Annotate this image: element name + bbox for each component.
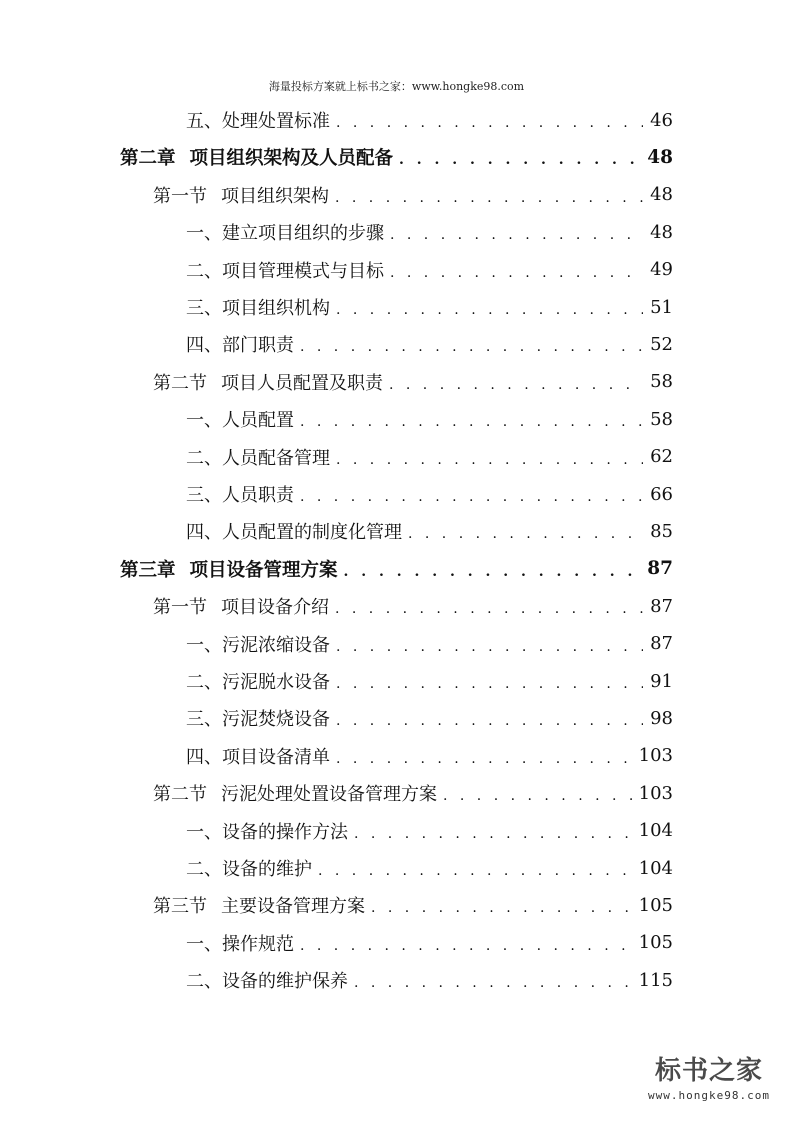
toc-entry[interactable]: [186, 664, 673, 698]
toc-entry-page: 58: [650, 371, 673, 393]
toc-entry-title: 人员配置的制度化管理: [222, 522, 402, 544]
toc-entry-number: 第一节: [153, 597, 207, 619]
toc-entry-title: 设备的维护保养: [222, 971, 348, 993]
toc-entry-page: 103: [638, 782, 673, 804]
toc-dot-leader: [300, 933, 633, 953]
toc-dot-leader: [390, 260, 643, 280]
toc-entry-number: 二、: [186, 447, 222, 469]
toc-entry-number: 四、: [186, 746, 222, 768]
toc-dot-leader: [344, 559, 642, 579]
toc-entry-number: 一、: [186, 933, 222, 955]
toc-entry-title: 建立项目组织的步骤: [222, 223, 384, 245]
toc-entry-number: 三、: [186, 709, 222, 731]
toc-entry[interactable]: [186, 627, 673, 661]
toc-entry-page: 91: [650, 670, 673, 692]
toc-entry-title: 污泥焚烧设备: [222, 709, 330, 731]
toc-entry[interactable]: [186, 926, 673, 960]
toc-entry-number: 第二章: [120, 148, 176, 170]
toc-entry-title: 污泥处理处置设备管理方案: [221, 784, 437, 806]
toc-entry-number: 第二节: [153, 784, 207, 806]
toc-entry-number: 第三章: [120, 559, 176, 581]
toc-dot-leader: [389, 372, 643, 392]
toc-dot-leader: [354, 970, 633, 990]
toc-entry-page: 103: [638, 745, 673, 767]
toc-entry[interactable]: [186, 253, 673, 287]
toc-entry-title: 项目设备清单: [222, 746, 330, 768]
toc-entry[interactable]: [120, 552, 673, 586]
toc-dot-leader: [354, 821, 633, 841]
toc-entry[interactable]: [186, 215, 673, 249]
toc-entry[interactable]: [186, 440, 673, 474]
toc-entry-title: 项目组织架构: [221, 185, 329, 207]
toc-dot-leader: [336, 708, 643, 728]
toc-entry-number: 二、: [186, 971, 222, 993]
toc-entry-title: 处理处置标准: [222, 111, 330, 132]
toc-entry-title: 项目设备介绍: [221, 597, 329, 619]
toc-entry[interactable]: [186, 402, 673, 436]
toc-entry-page: 66: [650, 483, 673, 505]
toc-dot-leader: [336, 671, 643, 691]
toc-dot-leader: [371, 895, 633, 915]
toc-dot-leader: [443, 783, 633, 803]
toc-entry-page: 48: [650, 221, 673, 243]
toc-entry-page: 58: [650, 408, 673, 430]
toc-entry-title: 项目人员配置及职责: [221, 372, 383, 394]
toc-dot-leader: [399, 147, 641, 167]
toc-entry[interactable]: [153, 888, 673, 922]
toc-dot-leader: [408, 521, 643, 541]
toc-entry-page: 87: [650, 595, 673, 617]
toc-entry-page: 105: [638, 894, 673, 916]
toc-entry-page: 52: [650, 333, 673, 355]
toc-entry-title: 操作规范: [222, 933, 294, 955]
toc-entry-title: 项目管理模式与目标: [222, 260, 384, 282]
toc-entry-number: 三、: [186, 298, 222, 319]
page-header: 海量投标方案就上标书之家：www.hongke98.com: [268, 80, 525, 93]
toc-entry-page: 104: [638, 820, 673, 842]
toc-entry[interactable]: [153, 589, 673, 623]
toc-entry[interactable]: [186, 514, 673, 548]
toc-dot-leader: [336, 447, 643, 467]
toc-entry-number: 二、: [186, 859, 222, 880]
toc-entry-page: 48: [650, 184, 673, 206]
toc-entry-page: 104: [638, 857, 673, 879]
toc-entry-number: 二、: [186, 260, 222, 282]
toc-entry-title: 污泥浓缩设备: [222, 634, 330, 656]
watermark-url: www.hongke98.com: [648, 1089, 770, 1102]
toc-entry-page: 98: [650, 707, 673, 729]
toc-entry-page: 87: [647, 558, 673, 580]
toc-entry-title: 部门职责: [222, 335, 294, 357]
toc-entry-title: 人员配备管理: [222, 447, 330, 469]
toc-entry-title: 人员配置: [222, 410, 294, 432]
toc-dot-leader: [390, 222, 643, 242]
toc-entry[interactable]: [186, 103, 673, 137]
toc-dot-leader: [335, 185, 643, 205]
toc-entry[interactable]: [186, 851, 673, 885]
toc-dot-leader: [318, 858, 633, 878]
toc-dot-leader: [300, 334, 643, 354]
toc-entry-title: 人员职责: [222, 485, 294, 506]
toc-entry-page: 87: [650, 633, 673, 655]
toc-entry[interactable]: [186, 963, 673, 997]
toc-entry[interactable]: [186, 701, 673, 735]
toc-entry-title: 设备的维护: [222, 859, 312, 880]
toc-entry-page: 105: [638, 932, 673, 954]
toc-dot-leader: [336, 634, 643, 654]
toc-dot-leader: [336, 297, 643, 317]
toc-dot-leader: [300, 484, 643, 504]
toc-entry-number: 一、: [186, 223, 222, 245]
toc-entry[interactable]: [186, 739, 673, 773]
toc-entry[interactable]: [186, 477, 673, 511]
toc-entry[interactable]: [186, 814, 673, 848]
toc-entry[interactable]: [153, 365, 673, 399]
toc-dot-leader: [336, 110, 643, 130]
toc-entry-title: 主要设备管理方案: [221, 896, 365, 918]
toc-entry-number: 一、: [186, 634, 222, 656]
toc-entry[interactable]: [186, 290, 673, 324]
toc-entry[interactable]: [186, 327, 673, 361]
toc-entry-page: 51: [650, 296, 673, 318]
toc-entry-title: 设备的操作方法: [222, 821, 348, 843]
toc-entry-page: 62: [650, 446, 673, 468]
toc-entry-title: 项目设备管理方案: [189, 559, 338, 581]
toc-entry-page: 46: [650, 109, 673, 131]
toc-entry[interactable]: [153, 178, 673, 212]
toc-entry-number: 四、: [186, 522, 222, 544]
watermark-logo: 标书之家: [654, 1056, 763, 1086]
toc-entry-page: 48: [647, 146, 673, 168]
watermark: [639, 1050, 779, 1110]
toc-entry-number: 一、: [186, 821, 222, 843]
toc-entry-number: 一、: [186, 410, 222, 432]
toc-entry-number: 二、: [186, 672, 222, 693]
toc-dot-leader: [335, 596, 643, 616]
toc-entry[interactable]: [153, 776, 673, 810]
toc-entry[interactable]: [120, 140, 673, 174]
toc-entry-number: 三、: [186, 485, 222, 506]
toc-dot-leader: [336, 746, 633, 766]
toc-entry-title: 项目组织机构: [222, 298, 330, 319]
toc-entry-number: 第二节: [153, 372, 207, 394]
toc-entry-page: 85: [650, 520, 673, 542]
toc-entry-number: 五、: [186, 111, 222, 132]
toc-entry-number: 第一节: [153, 185, 207, 207]
toc-dot-leader: [300, 409, 643, 429]
toc-entry-title: 污泥脱水设备: [222, 672, 330, 693]
toc-entry-number: 第三节: [153, 896, 207, 918]
toc-entry-number: 四、: [186, 335, 222, 357]
toc-entry-title: 项目组织架构及人员配备: [189, 148, 394, 170]
toc-entry-page: 115: [638, 969, 673, 991]
toc-entry-page: 49: [650, 259, 673, 281]
